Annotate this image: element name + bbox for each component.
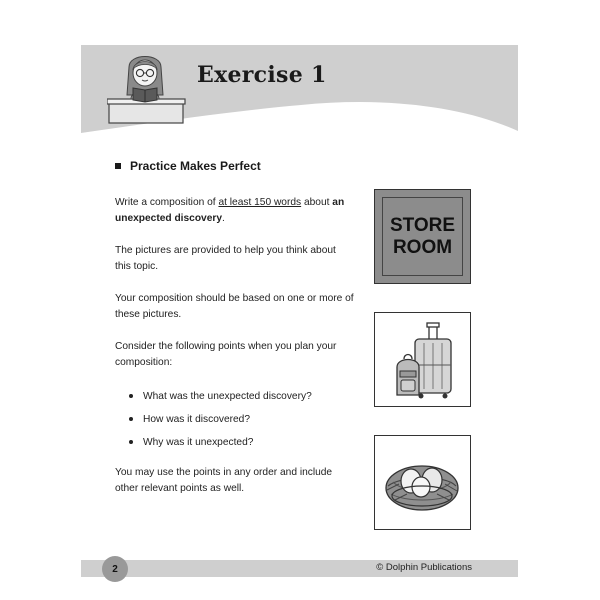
nest-picture [374, 435, 471, 530]
page-number-badge: 2 [102, 556, 128, 582]
copyright-notice: © Dolphin Publications [376, 562, 472, 573]
p1-text: Write a composition of [115, 197, 219, 208]
list-item: What was the unexpected discovery? [127, 389, 312, 412]
store-room-sign [382, 197, 463, 276]
square-bullet-icon [115, 163, 121, 169]
store-room-picture [374, 189, 471, 284]
list-item: Why was it unexpected? [127, 435, 312, 458]
reading-girl-icon [107, 47, 187, 127]
instruction-paragraph-2: The pictures are provided to help you think about this topic. [115, 245, 336, 272]
instruction-paragraph-5: You may use the points in any order and include other relevant points as well. [115, 467, 333, 494]
store-room-line-2: ROOM [392, 236, 453, 258]
section-heading [115, 159, 261, 173]
word-count-requirement: at least 150 words [218, 197, 302, 208]
instruction-paragraph-1 [115, 195, 355, 226]
bird-nest-icon [375, 436, 469, 528]
list-item: How was it discovered? [127, 412, 312, 435]
topic-text: an unexpected discovery [115, 197, 345, 224]
store-room-line-1: STORE [389, 214, 456, 236]
section-heading-text: Practice Makes Perfect [130, 159, 261, 173]
p1-mid-text: about [301, 197, 333, 208]
workbook-page [81, 45, 518, 585]
p1-end-text: . [222, 212, 225, 224]
page-title: Exercise 1 [197, 62, 327, 88]
instruction-paragraph-4: Consider the following points when you plan your composition: [115, 341, 337, 368]
luggage-icon [375, 313, 469, 405]
points-list [127, 389, 312, 458]
instruction-paragraph-3: Your composition should be based on one or more of these pictures. [115, 293, 354, 320]
luggage-picture [374, 312, 471, 407]
